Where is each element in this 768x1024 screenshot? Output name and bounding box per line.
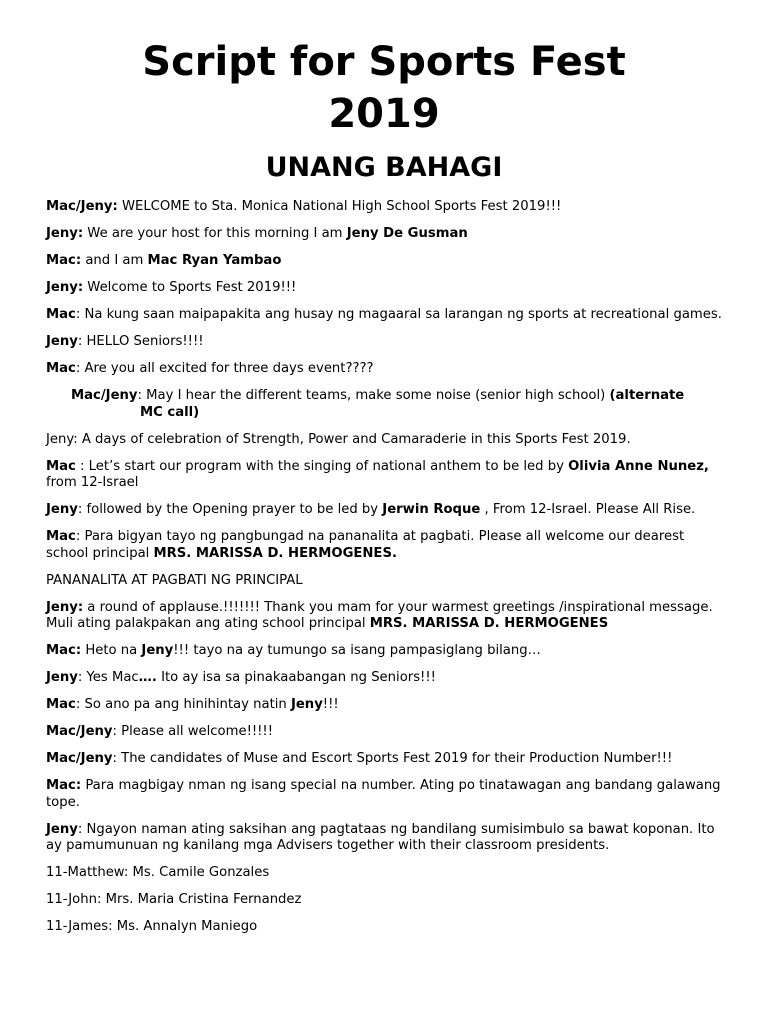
- script-line: Jeny: Yes Mac…. Ito ay isa sa pinakaabangan ng Seniors!!!: [46, 670, 436, 685]
- performer-name: Olivia Anne Nunez,: [568, 458, 709, 474]
- speaker-label: Mac/Jeny: [46, 751, 113, 766]
- stage-direction: (alternate: [609, 388, 685, 403]
- speaker-label: Mac/Jeny: [71, 388, 138, 403]
- script-line: Mac: Na kung saan maipapakita ang husay ng magaaral sa larangan ng sports at recreational games.: [46, 307, 722, 322]
- stage-direction-cont: MC call): [140, 404, 200, 420]
- script-line: Jeny: Ngayon naman ating saksihan ang pagtataas ng bandilang sumisimbulo sa bawat koponan. Ito ay pamumunuan ng kanilang mga Advisers together with their classroom presidents.: [46, 821, 715, 853]
- speaker-label: Jeny: [46, 821, 78, 837]
- script-line: Jeny: a round of applause.!!!!!!! Thank you mam for your warmest greetings /inspirational message. Muli ating palakpakan ang ating school principal MRS. MARISSA D. HERMOGENES: [46, 599, 713, 631]
- script-line: Mac: Are you all excited for three days event????: [46, 361, 374, 376]
- document-title: [0, 36, 768, 140]
- speaker-label: Mac:: [46, 643, 82, 658]
- speaker-label: Mac:: [46, 253, 82, 268]
- script-line: Jeny: followed by the Opening prayer to be led by Jerwin Roque , From 12-Israel. Please All Rise.: [46, 502, 696, 517]
- script-line: Jeny: We are your host for this morning I am Jeny De Gusman: [46, 226, 468, 241]
- script-line: Mac: and I am Mac Ryan Yambao: [46, 253, 282, 268]
- script-line: Jeny: Welcome to Sports Fest 2019!!!: [46, 280, 297, 295]
- speaker-label: Jeny:: [46, 599, 84, 615]
- speaker-label: Mac/Jeny:: [46, 199, 118, 214]
- script-line: Mac: Heto na Jeny!!! tayo na ay tumungo sa isang pampasiglang bilang…: [46, 643, 541, 658]
- speaker-label: Jeny: [46, 334, 78, 349]
- ellipsis: ….: [138, 670, 157, 685]
- performer-name: Jerwin Roque: [382, 502, 481, 517]
- speaker-label: Mac: [46, 458, 76, 474]
- speaker-label: Mac: [46, 697, 76, 712]
- script-line: Mac: Para bigyan tayo ng pangbungad na pananalita at pagbati. Please all welcome our dearest school principal MRS. MARISSA D. HERMOGENES.: [46, 529, 685, 561]
- script-line: Mac: Para magbigay nman ng isang special na number. Ating po tinatawagan ang bandang galawang tope.: [46, 778, 721, 810]
- script-line: PANANALITA AT PAGBATI NG PRINCIPAL: [46, 572, 303, 588]
- script-line: Mac/Jeny: May I hear the different teams, make some noise (senior high school) (alternate MC call): [46, 388, 726, 421]
- speaker-label: Mac: [46, 307, 76, 322]
- script-line: Mac : Let’s start our program with the singing of national anthem to be led by Olivia Anne Nunez, from 12-Israel: [46, 458, 709, 490]
- speaker-label: Mac: [46, 529, 76, 544]
- host-name: Mac Ryan Yambao: [147, 253, 282, 268]
- script-line: Mac: So ano pa ang hinihintay natin Jeny!!!: [46, 697, 339, 712]
- title-line-1: Script for Sports Fest: [142, 39, 626, 85]
- host-name: Jeny De Gusman: [346, 226, 468, 241]
- speaker-label: Jeny: [46, 502, 78, 517]
- principal-name: MRS. MARISSA D. HERMOGENES: [369, 616, 609, 631]
- host-name: Jeny: [141, 643, 174, 658]
- adviser-line: 11-Matthew: Ms. Camile Gonzales: [46, 865, 270, 880]
- script-line: Mac/Jeny: Please all welcome!!!!!: [46, 724, 273, 739]
- speaker-label: Mac/Jeny: [46, 724, 113, 739]
- section-heading: UNANG BAHAGI: [265, 152, 503, 183]
- adviser-line: 11-James: Ms. Annalyn Maniego: [46, 919, 258, 934]
- host-name: Jeny: [290, 697, 323, 712]
- speaker-label: Mac:: [46, 778, 82, 793]
- principal-name: MRS. MARISSA D. HERMOGENES.: [153, 545, 397, 561]
- script-line: Mac/Jeny: The candidates of Muse and Escort Sports Fest 2019 for their Production Number!!!: [46, 751, 673, 766]
- speaker-label: Jeny:: [46, 280, 84, 295]
- script-body: [46, 199, 726, 946]
- script-line: Jeny: A days of celebration of Strength, Power and Camaraderie in this Sports Fest 2019.: [46, 431, 631, 447]
- adviser-line: 11-John: Mrs. Maria Cristina Fernandez: [46, 892, 302, 907]
- title-line-2: 2019: [328, 91, 440, 137]
- speaker-label: Jeny:: [46, 226, 84, 241]
- speaker-label: Jeny: [46, 670, 78, 685]
- script-line: Mac/Jeny: WELCOME to Sta. Monica National High School Sports Fest 2019!!!: [46, 199, 562, 214]
- script-line: Jeny: HELLO Seniors!!!!: [46, 334, 204, 349]
- speaker-label: Mac: [46, 361, 76, 376]
